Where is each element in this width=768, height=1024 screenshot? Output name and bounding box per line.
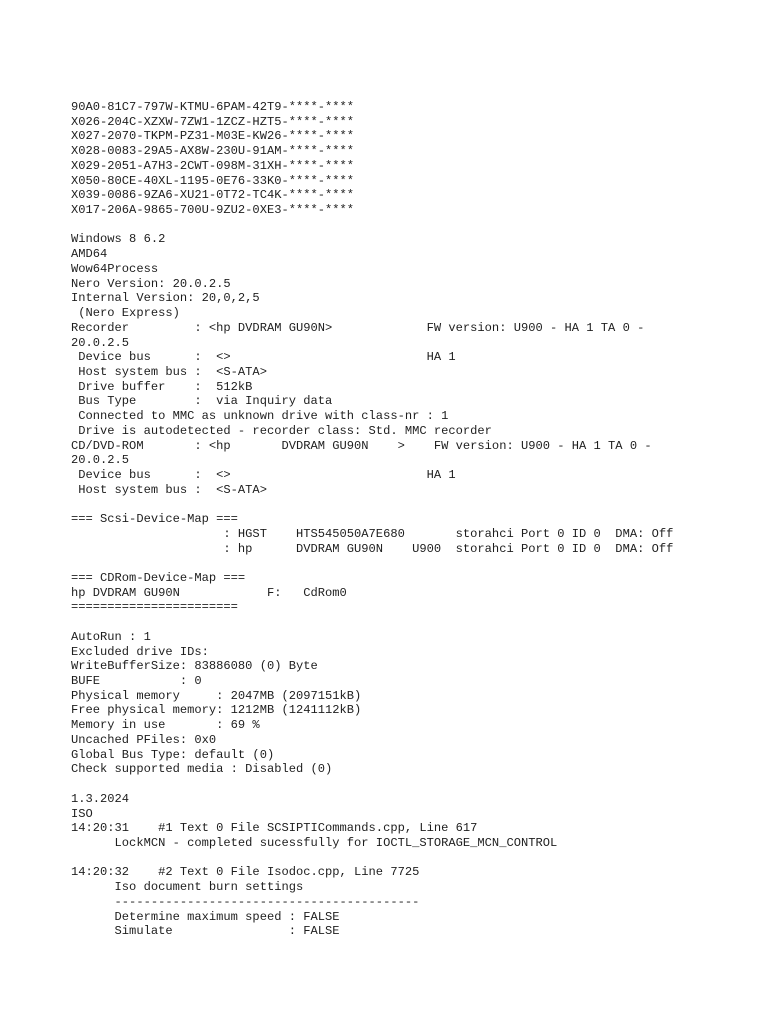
log-text-body: [71, 100, 673, 939]
log-line: 14:20:32 #2 Text 0 File Isodoc.cpp, Line 7725: [71, 865, 420, 880]
log-line: 90A0-81C7-797W-KTMU-6PAM-42T9-****-****: [71, 100, 355, 114]
log-line: X026-204C-XZXW-7ZW1-1ZCZ-HZT5-****-****: [71, 114, 355, 129]
log-line: Drive is autodetected - recorder class: Std. MMC recorder: [71, 423, 492, 438]
log-line: [71, 497, 673, 512]
log-line: LockMCN - completed sucessfully for IOCTL_STORAGE_MCN_CONTROL: [71, 835, 558, 850]
log-line: =======================: [71, 600, 238, 615]
log-line: [71, 777, 673, 792]
log-line: === Scsi-Device-Map ===: [71, 512, 238, 527]
log-line: Check supported media : Disabled (0): [71, 762, 333, 777]
log-line: BUFE : 0: [71, 674, 202, 689]
log-line: X050-80CE-40XL-1195-0E76-33K0-****-****: [71, 173, 355, 188]
log-line: 14:20:31 #1 Text 0 File SCSIPTICommands.cpp, Line 617: [71, 821, 478, 836]
log-line: Global Bus Type: default (0): [71, 747, 275, 762]
log-line: AMD64: [71, 247, 108, 262]
log-line: WriteBufferSize: 83886080 (0) Byte: [71, 659, 318, 674]
log-line: [71, 556, 673, 571]
log-line: : hp DVDRAM GU90N U900 storahci Port 0 ID 0 DMA: Off: [71, 541, 674, 556]
log-line: 20.0.2.5: [71, 335, 130, 350]
log-line: 20.0.2.5: [71, 453, 130, 468]
log-line: [71, 615, 673, 630]
log-line: Drive buffer : 512kB: [71, 379, 253, 394]
log-line: === CDRom-Device-Map ===: [71, 571, 246, 585]
log-line: Nero Version: 20.0.2.5: [71, 276, 231, 291]
log-line: Determine maximum speed : FALSE: [71, 909, 340, 924]
log-line: Simulate : FALSE: [71, 924, 340, 939]
log-line: CD/DVD-ROM : <hp DVDRAM GU90N > FW version: U900 - HA 1 TA 0 -: [71, 438, 652, 453]
log-line: Internal Version: 20,0,2,5: [71, 291, 260, 306]
log-line: Host system bus : <S-ATA>: [71, 364, 267, 379]
log-line: Uncached PFiles: 0x0: [71, 732, 217, 747]
log-line: Memory in use : 69 %: [71, 718, 260, 733]
log-line: X029-2051-A7H3-2CWT-098M-31XH-****-****: [71, 158, 355, 173]
log-line: ISO: [71, 806, 93, 821]
log-line: AutoRun : 1: [71, 629, 151, 644]
log-line: Device bus : <> HA 1: [71, 467, 456, 482]
log-line: Excluded drive IDs:: [71, 644, 209, 659]
log-line: Free physical memory: 1212MB (1241112kB): [71, 703, 362, 718]
log-line: X017-206A-9865-700U-9ZU2-0XE3-****-****: [71, 203, 355, 218]
log-line: X028-0083-29A5-AX8W-230U-91AM-****-****: [71, 144, 355, 159]
log-line: Windows 8 6.2: [71, 232, 166, 247]
log-line: ------------------------------------------: [71, 894, 420, 909]
log-line: hp DVDRAM GU90N F: CdRom0: [71, 585, 347, 600]
log-line: X027-2070-TKPM-PZ31-M03E-KW26-****-****: [71, 129, 355, 144]
log-line: X039-0086-9ZA6-XU21-0T72-TC4K-****-****: [71, 188, 355, 203]
log-line: : HGST HTS545050A7E680 storahci Port 0 ID 0 DMA: Off: [71, 526, 674, 541]
log-line: Device bus : <> HA 1: [71, 350, 456, 365]
log-line: [71, 851, 673, 866]
log-line: Iso document burn settings: [71, 880, 304, 895]
log-line: [71, 218, 673, 233]
log-line: Wow64Process: [71, 261, 159, 276]
log-line: (Nero Express): [71, 306, 180, 321]
log-line: Connected to MMC as unknown drive with class-nr : 1: [71, 409, 449, 424]
log-line: 1.3.2024: [71, 791, 130, 806]
log-line: Bus Type : via Inquiry data: [71, 394, 333, 409]
log-line: Host system bus : <S-ATA>: [71, 482, 267, 497]
log-line: Physical memory : 2047MB (2097151kB): [71, 688, 362, 703]
log-line: Recorder : <hp DVDRAM GU90N> FW version: U900 - HA 1 TA 0 -: [71, 320, 645, 335]
